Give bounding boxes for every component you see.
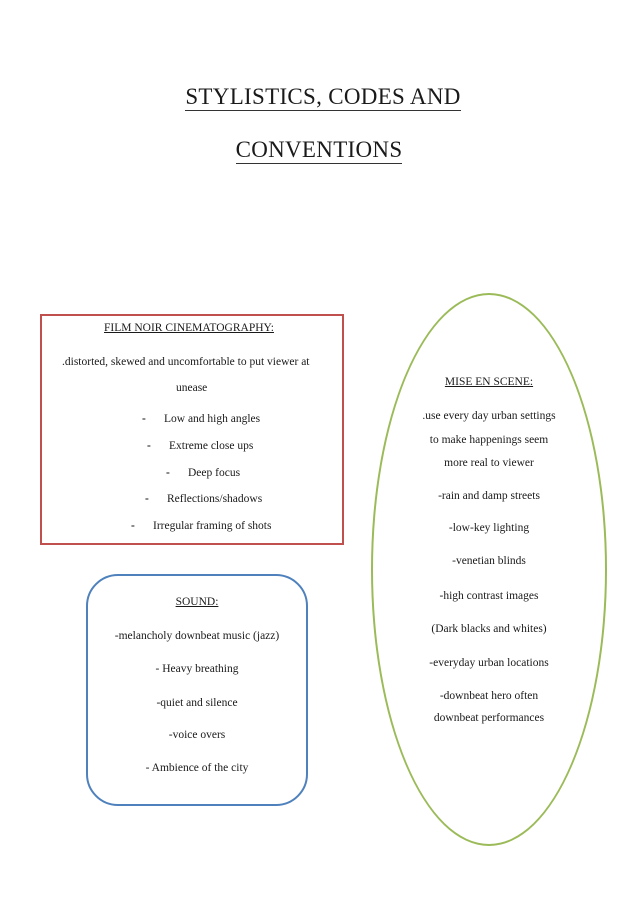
bullet-dash: -	[131, 520, 135, 532]
film-noir-bullet-item	[145, 493, 262, 505]
sound-item: - Ambience of the city	[145, 762, 249, 774]
mise-en-scene-line: more real to viewer	[444, 457, 534, 469]
mise-en-scene-line: -rain and damp streets	[438, 490, 540, 502]
mise-en-scene-line: -venetian blinds	[452, 555, 526, 567]
mise-en-scene-line: downbeat performances	[433, 712, 545, 724]
film-noir-bullet-item	[131, 520, 271, 532]
sound-item: -quiet and silence	[156, 697, 238, 709]
sound-item: -melancholy downbeat music (jazz)	[114, 630, 280, 642]
page-title-text-2: CONVENTIONS	[235, 137, 403, 162]
page-title-line-1	[4, 84, 638, 110]
mise-en-scene-heading	[372, 376, 606, 388]
mise-en-scene-line: -downbeat hero often	[439, 690, 539, 702]
film-noir-bullet-item	[147, 440, 253, 452]
mise-en-scene-line: -low-key lighting	[448, 522, 530, 534]
mise-en-scene-line: (Dark blacks and whites)	[431, 623, 547, 635]
film-noir-bullet-item	[166, 467, 240, 479]
sound-item: - Heavy breathing	[155, 663, 239, 675]
mise-en-scene-line: -high contrast images	[439, 590, 539, 602]
bullet-dash: -	[147, 440, 151, 452]
sound-heading	[88, 596, 306, 608]
sound-heading-text: SOUND:	[175, 596, 219, 608]
film-noir-heading: FILM NOIR CINEMATOGRAPHY:	[104, 322, 274, 334]
mise-en-scene-line: .use every day urban settings	[422, 410, 556, 422]
film-noir-bullet-text: Extreme close ups	[169, 440, 254, 452]
bullet-dash: -	[166, 467, 170, 479]
page-title-line-2	[0, 137, 638, 163]
sound-item: -voice overs	[168, 729, 226, 741]
film-noir-bullet-text: Low and high angles	[164, 413, 261, 425]
film-noir-bullet-text: Deep focus	[188, 467, 241, 479]
page-title-text-1: STYLISTICS, CODES AND	[185, 84, 461, 109]
mise-en-scene-line: to make happenings seem	[429, 434, 549, 446]
film-noir-bullet-item	[142, 413, 260, 425]
film-noir-bullet-text: Irregular framing of shots	[153, 520, 272, 532]
film-noir-description-line-2: unease	[176, 382, 208, 394]
film-noir-cinematography-box	[40, 314, 344, 545]
mise-en-scene-line: -everyday urban locations	[429, 657, 549, 669]
bullet-dash: -	[145, 493, 149, 505]
bullet-dash: -	[142, 413, 146, 425]
film-noir-bullet-text: Reflections/shadows	[167, 493, 263, 505]
sound-box	[86, 574, 308, 806]
film-noir-description-line-1: .distorted, skewed and uncomfortable to put viewer at	[62, 356, 310, 368]
mise-en-scene-heading-text: MISE EN SCENE:	[444, 376, 534, 388]
